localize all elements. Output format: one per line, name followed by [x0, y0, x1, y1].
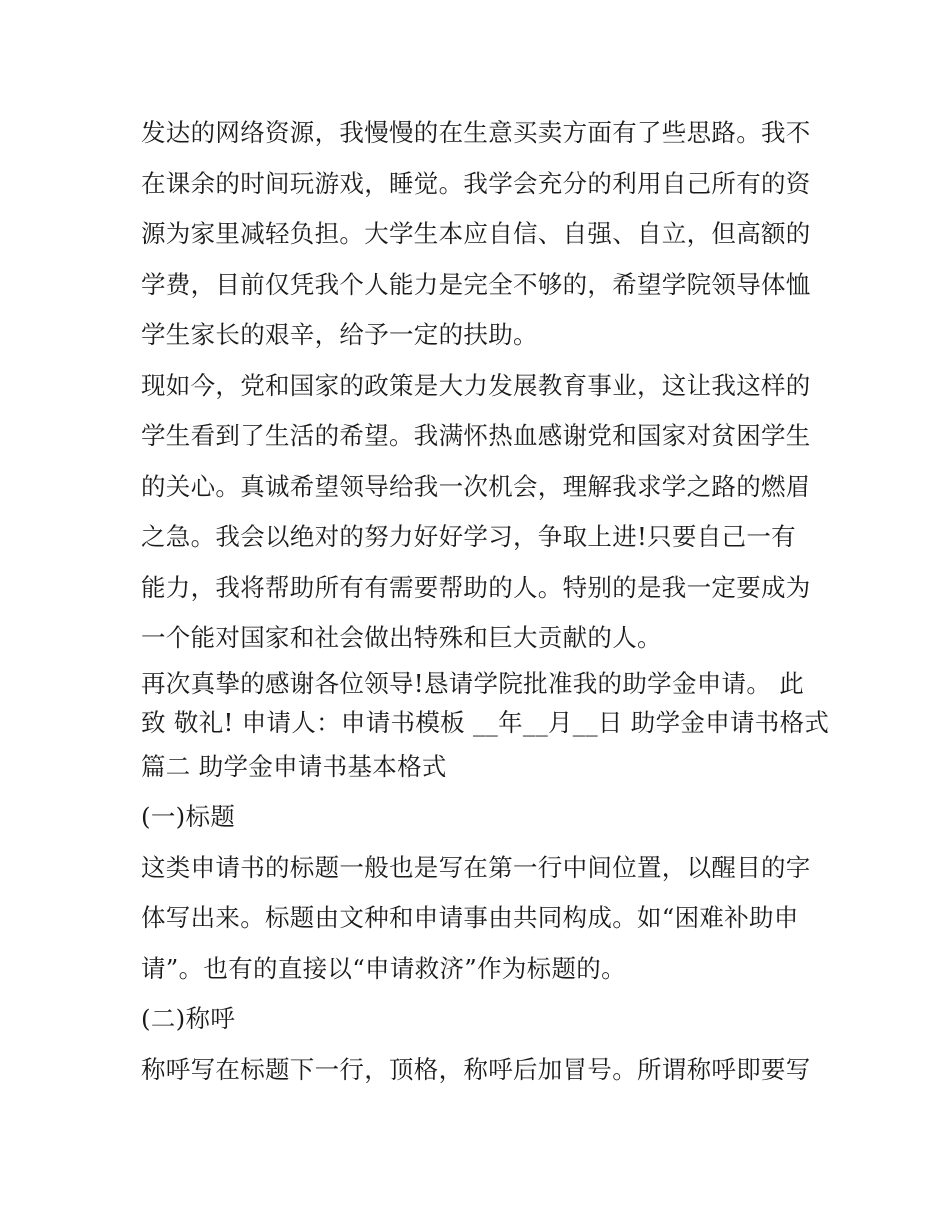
text-line: 致 敬礼! 申请人：申请书模板 __年__月__日 助学金申请书格式: [141, 707, 830, 737]
text-line: 源为家里减轻负担。大学生本应自信、自强、自立，但高额的: [141, 219, 811, 248]
text-line: 的关心。真诚希望领导给我一次机会，理解我求学之路的燃眉: [141, 471, 811, 501]
text-line: 称呼写在标题下一行，顶格，称呼后加冒号。所谓称呼即要写: [141, 1054, 811, 1084]
text-line: 体写出来。标题由文种和申请事由共同构成。如“困难补助申: [141, 903, 799, 932]
text-line: 发达的网络资源，我慢慢的在生意买卖方面有了些思路。我不: [141, 118, 811, 147]
text-line: 请”。也有的直接以“申请救济”作为标题的。: [141, 953, 626, 983]
section-heading: 篇二 助学金申请书基本格式: [141, 751, 447, 781]
text-line: 学费，目前仅凭我个人能力是完全不够的，希望学院领导体恤: [141, 269, 811, 299]
text-line: 之急。我会以绝对的努力好好学习，争取上进!只要自己一有: [141, 522, 796, 551]
text-line: 再次真挚的感谢各位领导!恳请学院批准我的助学金申请。 此: [141, 668, 805, 698]
text-line: 一个能对国家和社会做出特殊和巨大贡献的人。: [141, 623, 662, 652]
text-line: 现如今，党和国家的政策是大力发展教育事业，这让我这样的: [141, 370, 811, 400]
text-line: 这类申请书的标题一般也是写在第一行中间位置，以醒目的字: [141, 852, 811, 882]
document-body: [141, 108, 830, 1095]
text-line: 在课余的时间玩游戏，睡觉。我学会充分的利用自己所有的资: [141, 168, 811, 198]
text-line: 学生看到了生活的希望。我满怀热血感谢党和国家对贫困学生: [141, 421, 811, 450]
subsection-heading: (二)称呼: [141, 1004, 236, 1033]
text-line: 学生家长的艰辛，给予一定的扶助。: [141, 320, 538, 349]
subsection-heading: (一)标题: [141, 802, 236, 831]
text-line: 能力，我将帮助所有有需要帮助的人。特别的是我一定要成为: [141, 572, 811, 602]
